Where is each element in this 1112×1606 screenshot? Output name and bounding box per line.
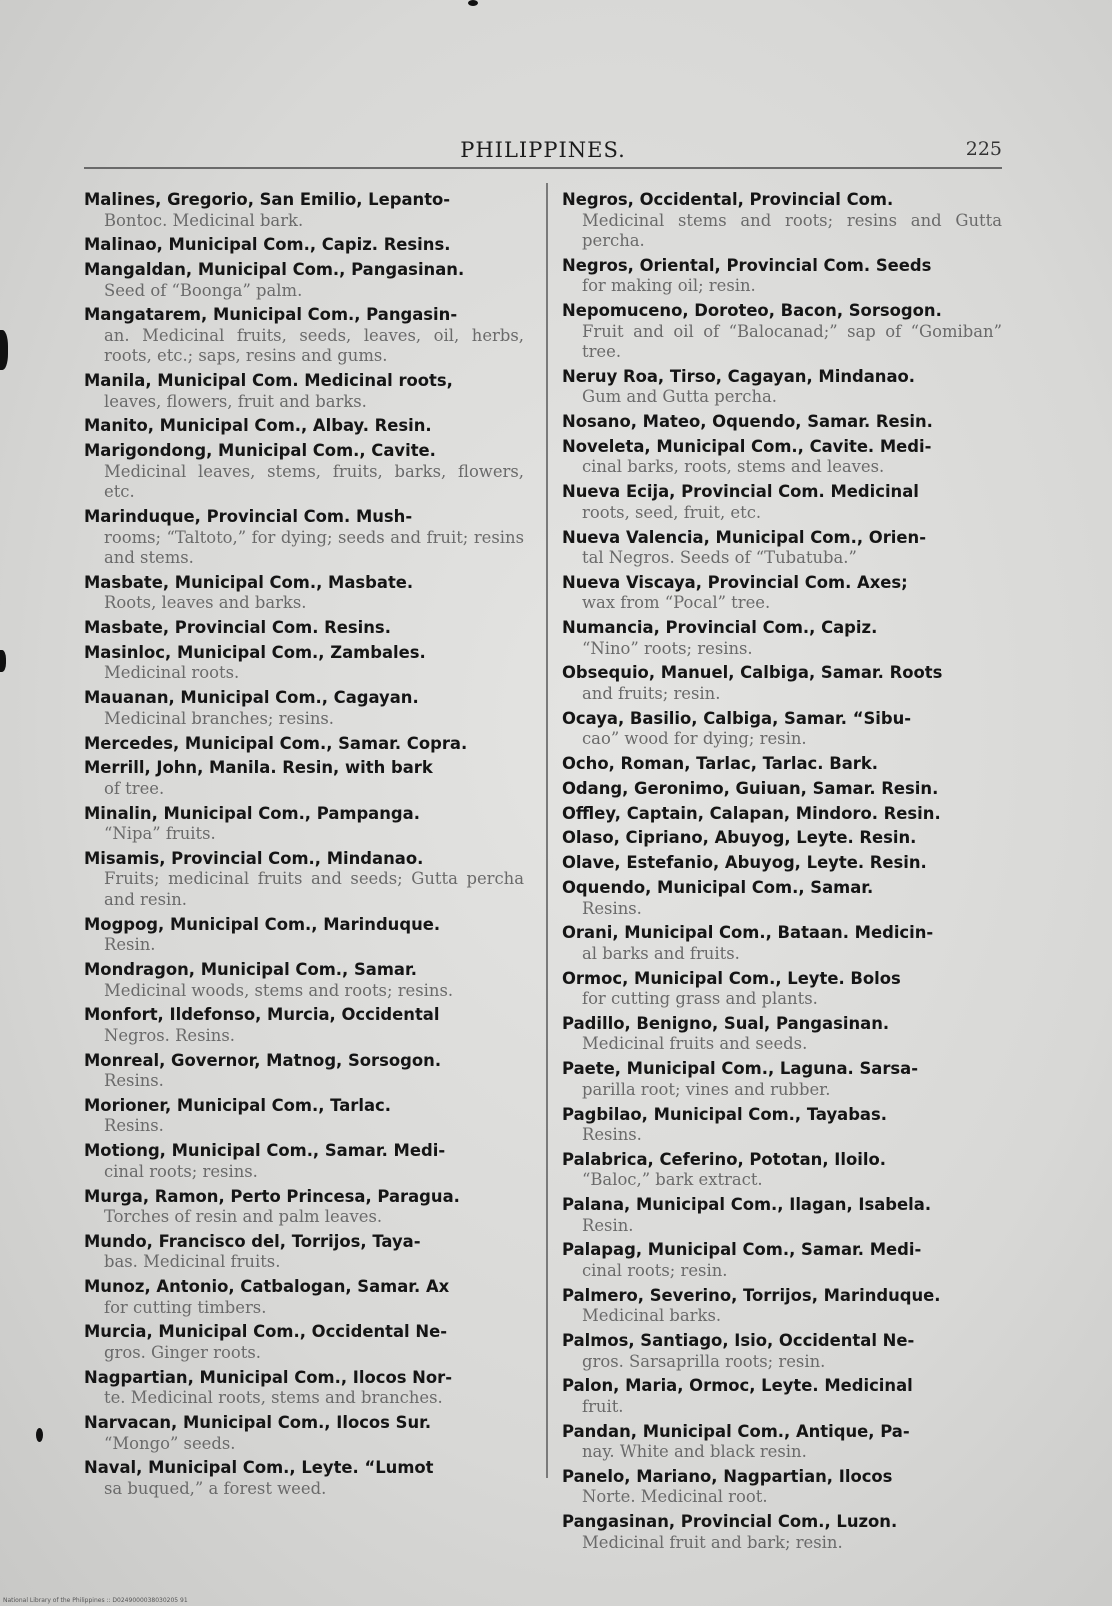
index-entry (562, 663, 1002, 704)
index-entry (562, 437, 1002, 478)
entry-description: Resins. (582, 1125, 642, 1145)
entry-description: Resin. (104, 935, 156, 955)
entry-description: Resins. (104, 1071, 164, 1091)
index-entry (84, 1232, 524, 1273)
index-entry (562, 1331, 1002, 1372)
index-entry (562, 412, 1002, 433)
index-entry (562, 709, 1002, 750)
index-entry (562, 367, 1002, 408)
entry-heading: Palmos, Santiago, Isio, Occidental Ne- (562, 1331, 915, 1351)
entry-heading: Noveleta, Municipal Com., Cavite. Medi- (562, 436, 932, 456)
ink-spot (468, 0, 478, 6)
entry-description: rooms; “Taltoto,” for dying; seeds and fruit; resins and stems. (104, 527, 524, 568)
index-entry (84, 1141, 524, 1182)
index-entry (562, 482, 1002, 523)
entry-heading: Munoz, Antonio, Catbalogan, Samar. Ax (84, 1277, 450, 1297)
entry-description: Negros. Resins. (104, 1025, 235, 1045)
entry-description: for making oil; resin. (582, 276, 756, 296)
entry-description: gros. Sarsaprilla roots; resin. (582, 1351, 826, 1371)
entry-description: sa buqued,” a forest weed. (104, 1478, 327, 1498)
library-footer: National Library of the Philippines :: D0249000038030205 91 (3, 1597, 188, 1604)
entry-heading: Nagpartian, Municipal Com., Ilocos Nor- (84, 1367, 453, 1387)
entry-heading: Palmero, Severino, Torrijos, Marinduque. (562, 1285, 941, 1305)
entry-heading: Numancia, Provincial Com., Capiz. (562, 618, 878, 638)
entry-description: Medicinal branches; resins. (104, 708, 335, 728)
entry-heading: Murcia, Municipal Com., Occidental Ne- (84, 1322, 447, 1342)
entry-heading: Merrill, John, Manila. Resin, with bark (84, 758, 433, 778)
index-entry (84, 960, 524, 1001)
entry-heading: Monfort, Ildefonso, Murcia, Occidental (84, 1005, 440, 1025)
index-entry (84, 1187, 524, 1228)
entry-description: tal Negros. Seeds of “Tubatuba.” (582, 548, 857, 568)
entry-description: Gum and Gutta percha. (582, 387, 777, 407)
index-entry (562, 828, 1002, 849)
index-entry (562, 1240, 1002, 1281)
entry-description: al barks and fruits. (582, 943, 740, 963)
entry-heading: Palabrica, Ceferino, Pototan, Iloilo. (562, 1149, 886, 1169)
entry-heading: Motiong, Municipal Com., Samar. Medi- (84, 1141, 446, 1161)
entry-description: and fruits; resin. (582, 683, 721, 703)
entry-heading: Neruy Roa, Tirso, Cagayan, Mindanao. (562, 366, 916, 386)
entry-heading: Masinloc, Municipal Com., Zambales. (84, 642, 426, 662)
entry-heading: Mondragon, Municipal Com., Samar. (84, 960, 417, 980)
entry-description: Medicinal barks. (582, 1306, 722, 1326)
entry-heading: Panelo, Mariano, Nagpartian, Ilocos (562, 1466, 893, 1486)
ink-spot (36, 1428, 43, 1442)
index-entry (84, 1322, 524, 1363)
entry-description: for cutting timbers. (104, 1297, 267, 1317)
index-entry (84, 734, 524, 755)
entry-heading: Mundo, Francisco del, Torrijos, Taya- (84, 1231, 421, 1251)
entry-heading: Pangasinan, Provincial Com., Luzon. (562, 1512, 898, 1532)
entry-heading: Naval, Municipal Com., Leyte. “Lumot (84, 1458, 434, 1478)
entry-heading: Negros, Oriental, Provincial Com. Seeds (562, 255, 932, 275)
entry-heading: Mauanan, Municipal Com., Cagayan. (84, 688, 419, 708)
right-column (562, 190, 1002, 1558)
index-entry (84, 688, 524, 729)
index-entry (562, 1286, 1002, 1327)
entry-description: Fruit and oil of “Balocanad;” sap of “Gomiban” tree. (582, 321, 1002, 362)
index-entry (84, 1005, 524, 1046)
index-entry (562, 1150, 1002, 1191)
entry-heading: Mercedes, Municipal Com., Samar. Copra. (84, 733, 468, 753)
index-entry (562, 878, 1002, 919)
entry-heading: Obsequio, Manuel, Calbiga, Samar. Roots (562, 663, 943, 683)
entry-description: Medicinal leaves, stems, fruits, barks, flowers, etc. (104, 461, 524, 502)
entry-description: Medicinal fruits and seeds. (582, 1034, 808, 1054)
entry-heading: Manito, Municipal Com., Albay. Resin. (84, 416, 432, 436)
entry-heading: Offley, Captain, Calapan, Mindoro. Resin. (562, 803, 941, 823)
page-title: PHILIPPINES. (460, 138, 626, 162)
index-entry (562, 804, 1002, 825)
index-entry (84, 507, 524, 569)
entry-description: Resins. (582, 898, 642, 918)
entry-heading: Murga, Ramon, Perto Princesa, Paragua. (84, 1186, 460, 1206)
entry-description: “Nipa” fruits. (104, 824, 216, 844)
entry-heading: Pagbilao, Municipal Com., Tayabas. (562, 1104, 887, 1124)
entry-description: Seed of “Boonga” palm. (104, 280, 303, 300)
entry-description: cinal roots; resins. (104, 1161, 258, 1181)
entry-description: Medicinal fruit and bark; resin. (582, 1532, 843, 1552)
index-entry (562, 1467, 1002, 1508)
entry-heading: Olaso, Cipriano, Abuyog, Leyte. Resin. (562, 828, 917, 848)
entry-description: nay. White and black resin. (582, 1442, 807, 1462)
index-entry (84, 441, 524, 503)
entry-heading: Masbate, Provincial Com. Resins. (84, 618, 391, 638)
entry-description: Medicinal stems and roots; resins and Gutta percha. (582, 210, 1002, 250)
index-entry (84, 235, 524, 256)
index-entry (84, 1368, 524, 1409)
entry-description: an. Medicinal fruits, seeds, leaves, oil, herbs, roots, etc.; saps, resins and gums. (104, 325, 524, 366)
entry-description: cinal roots; resin. (582, 1260, 728, 1280)
entry-description: Medicinal woods, stems and roots; resins. (104, 980, 454, 1000)
entry-heading: Olave, Estefanio, Abuyog, Leyte. Resin. (562, 853, 927, 873)
index-entry (84, 849, 524, 911)
entry-heading: Ormoc, Municipal Com., Leyte. Bolos (562, 968, 901, 988)
header-rule (84, 167, 1002, 169)
entry-heading: Palapag, Municipal Com., Samar. Medi- (562, 1240, 922, 1260)
index-entry (562, 1422, 1002, 1463)
index-entry (562, 190, 1002, 252)
entry-description: Norte. Medicinal root. (582, 1487, 768, 1507)
entry-heading: Minalin, Municipal Com., Pampanga. (84, 803, 420, 823)
entry-heading: Marigondong, Municipal Com., Cavite. (84, 441, 436, 461)
entry-description: Roots, leaves and barks. (104, 593, 307, 613)
entry-heading: Mangatarem, Municipal Com., Pangasin- (84, 305, 458, 325)
index-entry (562, 1512, 1002, 1553)
entry-heading: Padillo, Benigno, Sual, Pangasinan. (562, 1013, 890, 1033)
index-entry (84, 1413, 524, 1454)
entry-description: cinal barks, roots, stems and leaves. (582, 457, 885, 477)
left-column (84, 190, 524, 1504)
index-entry (84, 190, 524, 231)
entry-heading: Palon, Maria, Ormoc, Leyte. Medicinal (562, 1376, 913, 1396)
entry-heading: Narvacan, Municipal Com., Ilocos Sur. (84, 1413, 432, 1433)
index-entry (562, 618, 1002, 659)
entry-description: of tree. (104, 778, 165, 798)
entry-description: Fruits; medicinal fruits and seeds; Gutta percha and resin. (104, 869, 524, 909)
entry-heading: Odang, Geronimo, Guiuan, Samar. Resin. (562, 778, 939, 798)
index-entry (84, 1458, 524, 1499)
index-entry (562, 301, 1002, 363)
entry-heading: Mogpog, Municipal Com., Marinduque. (84, 914, 441, 934)
entry-description: for cutting grass and plants. (582, 989, 818, 1009)
index-entry (562, 1195, 1002, 1236)
page-number: 225 (965, 138, 1002, 160)
entry-description: leaves, flowers, fruit and barks. (104, 391, 367, 411)
entry-heading: Paete, Municipal Com., Laguna. Sarsa- (562, 1059, 919, 1079)
index-entry (562, 779, 1002, 800)
index-entry (562, 528, 1002, 569)
index-entry (84, 1277, 524, 1318)
index-entry (562, 573, 1002, 614)
index-entry (562, 1105, 1002, 1146)
entry-heading: Masbate, Municipal Com., Masbate. (84, 572, 414, 592)
column-divider (546, 183, 548, 1478)
entry-heading: Ocho, Roman, Tarlac, Tarlac. Bark. (562, 754, 878, 774)
entry-heading: Misamis, Provincial Com., Mindanao. (84, 848, 424, 868)
entry-description: Medicinal roots. (104, 663, 240, 683)
entry-heading: Nueva Viscaya, Provincial Com. Axes; (562, 572, 908, 592)
index-entry (562, 256, 1002, 297)
entry-heading: Marinduque, Provincial Com. Mush- (84, 507, 413, 527)
ink-spot (0, 650, 6, 672)
index-entry (562, 853, 1002, 874)
index-entry (562, 923, 1002, 964)
index-entry (84, 260, 524, 301)
index-entry (562, 1059, 1002, 1100)
index-entry (84, 915, 524, 956)
entry-heading: Morioner, Municipal Com., Tarlac. (84, 1095, 392, 1115)
index-entry (84, 305, 524, 367)
index-entry (562, 969, 1002, 1010)
entry-heading: Palana, Municipal Com., Ilagan, Isabela. (562, 1195, 932, 1215)
entry-description: “Mongo” seeds. (104, 1433, 236, 1453)
entry-heading: Orani, Municipal Com., Bataan. Medicin- (562, 923, 934, 943)
entry-description: roots, seed, fruit, etc. (582, 502, 762, 522)
entry-heading: Oquendo, Municipal Com., Samar. (562, 878, 874, 898)
entry-description: fruit. (582, 1396, 624, 1416)
running-header (84, 138, 1002, 168)
index-entry (84, 618, 524, 639)
index-entry (562, 1376, 1002, 1417)
entry-heading: Ocaya, Basilio, Calbiga, Samar. “Sibu- (562, 708, 912, 728)
entry-description: Resin. (582, 1215, 634, 1235)
index-entry (84, 1096, 524, 1137)
entry-description: “Nino” roots; resins. (582, 638, 753, 658)
entry-heading: Nueva Ecija, Provincial Com. Medicinal (562, 482, 919, 502)
entry-description: Bontoc. Medicinal bark. (104, 210, 304, 230)
index-entry (84, 371, 524, 412)
entry-heading: Mangaldan, Municipal Com., Pangasinan. (84, 260, 465, 280)
entry-description: wax from “Pocal” tree. (582, 593, 771, 613)
entry-description: “Baloc,” bark extract. (582, 1170, 763, 1190)
entry-heading: Pandan, Municipal Com., Antique, Pa- (562, 1421, 910, 1441)
index-entry (84, 1051, 524, 1092)
index-entry (84, 573, 524, 614)
index-entry (84, 758, 524, 799)
entry-description: parilla root; vines and rubber. (582, 1079, 831, 1099)
index-entry (84, 643, 524, 684)
entry-description: Resins. (104, 1116, 164, 1136)
entry-heading: Nosano, Mateo, Oquendo, Samar. Resin. (562, 412, 933, 432)
index-entry (84, 804, 524, 845)
entry-heading: Nueva Valencia, Municipal Com., Orien- (562, 527, 927, 547)
index-entry (562, 754, 1002, 775)
entry-heading: Malines, Gregorio, San Emilio, Lepanto- (84, 190, 451, 209)
entry-heading: Monreal, Governor, Matnog, Sorsogon. (84, 1050, 442, 1070)
entry-description: bas. Medicinal fruits. (104, 1252, 281, 1272)
entry-description: gros. Ginger roots. (104, 1342, 261, 1362)
index-entry (562, 1014, 1002, 1055)
entry-description: Torches of resin and palm leaves. (104, 1207, 383, 1227)
entry-heading: Negros, Occidental, Provincial Com. (562, 190, 894, 209)
entry-description: cao” wood for dying; resin. (582, 729, 807, 749)
entry-description: te. Medicinal roots, stems and branches. (104, 1388, 443, 1408)
entry-heading: Nepomuceno, Doroteo, Bacon, Sorsogon. (562, 301, 942, 321)
index-entry (84, 416, 524, 437)
entry-heading: Malinao, Municipal Com., Capiz. Resins. (84, 235, 451, 255)
ink-spot (0, 330, 8, 370)
entry-heading: Manila, Municipal Com. Medicinal roots, (84, 371, 453, 391)
